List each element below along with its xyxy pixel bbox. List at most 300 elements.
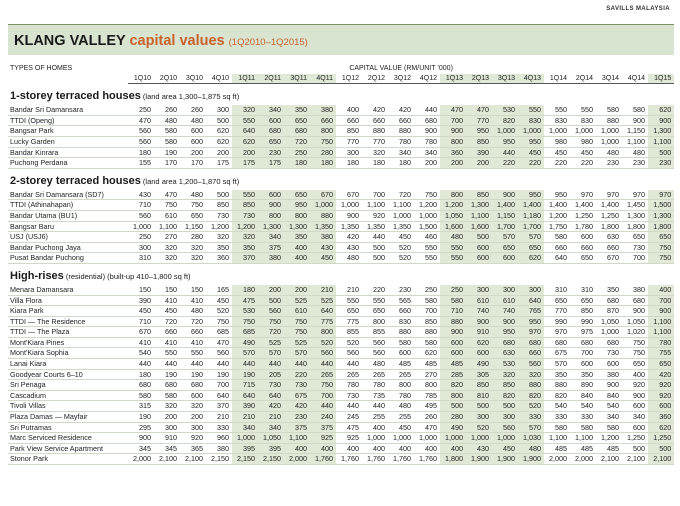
value-cell: 190 bbox=[154, 369, 180, 380]
value-cell: 1,400 bbox=[492, 200, 518, 211]
value-cell: 950 bbox=[466, 126, 492, 137]
value-cell: 820 bbox=[492, 115, 518, 126]
value-cell: 900 bbox=[622, 306, 648, 317]
value-cell: 175 bbox=[232, 158, 258, 169]
value-cell: 1,900 bbox=[518, 454, 544, 465]
value-cell: 1,300 bbox=[258, 221, 284, 232]
value-cell: 740 bbox=[466, 306, 492, 317]
value-cell: 580 bbox=[622, 105, 648, 115]
row-label: Stonor Park bbox=[8, 454, 128, 465]
value-cell: 500 bbox=[258, 295, 284, 306]
value-cell: 580 bbox=[570, 422, 596, 433]
row-label: Mont'Kiara Pines bbox=[8, 337, 128, 348]
value-cell: 450 bbox=[154, 306, 180, 317]
quarter-header: 1Q14 bbox=[544, 74, 570, 84]
value-cell: 680 bbox=[596, 337, 622, 348]
value-cell: 500 bbox=[648, 443, 674, 454]
value-cell: 220 bbox=[518, 158, 544, 169]
value-cell: 300 bbox=[336, 147, 362, 158]
value-cell: 855 bbox=[336, 327, 362, 338]
value-cell: 550 bbox=[544, 105, 570, 115]
value-cell: 920 bbox=[648, 380, 674, 391]
value-cell: 880 bbox=[440, 316, 466, 327]
value-cell: 200 bbox=[154, 412, 180, 423]
value-cell: 420 bbox=[648, 369, 674, 380]
value-cell: 1,000 bbox=[388, 433, 414, 444]
value-cell: 400 bbox=[362, 422, 388, 433]
value-cell: 340 bbox=[232, 422, 258, 433]
value-cell: 220 bbox=[492, 158, 518, 169]
value-cell: 1,760 bbox=[336, 454, 362, 465]
value-cell: 310 bbox=[128, 253, 154, 264]
value-cell: 1,150 bbox=[622, 126, 648, 137]
value-cell: 990 bbox=[570, 316, 596, 327]
value-cell: 1,900 bbox=[466, 454, 492, 465]
value-cell: 850 bbox=[336, 126, 362, 137]
value-cell: 1,100 bbox=[362, 200, 388, 211]
value-cell: 640 bbox=[544, 253, 570, 264]
value-cell: 1,800 bbox=[596, 221, 622, 232]
value-cell: 250 bbox=[128, 232, 154, 243]
value-cell: 735 bbox=[362, 390, 388, 401]
value-cell: 280 bbox=[310, 147, 336, 158]
value-cell: 540 bbox=[544, 401, 570, 412]
value-cell: 255 bbox=[362, 412, 388, 423]
value-cell: 370 bbox=[206, 401, 232, 412]
value-cell: 1,760 bbox=[362, 454, 388, 465]
value-cell: 730 bbox=[622, 242, 648, 253]
value-cell: 880 bbox=[388, 126, 414, 137]
value-cell: 1,000 bbox=[232, 433, 258, 444]
value-cell: 525 bbox=[310, 295, 336, 306]
capital-values-table bbox=[8, 64, 674, 465]
table-row bbox=[8, 433, 674, 444]
value-cell: 850 bbox=[466, 190, 492, 200]
value-cell: 560 bbox=[128, 126, 154, 137]
value-cell: 175 bbox=[258, 158, 284, 169]
value-cell: 190 bbox=[180, 369, 206, 380]
value-cell: 440 bbox=[206, 359, 232, 370]
value-cell: 920 bbox=[362, 210, 388, 221]
value-cell: 650 bbox=[570, 253, 596, 264]
value-cell: 650 bbox=[284, 115, 310, 126]
value-cell: 1,250 bbox=[622, 433, 648, 444]
value-cell: 260 bbox=[414, 412, 440, 423]
value-cell: 970 bbox=[544, 327, 570, 338]
value-cell: 660 bbox=[362, 115, 388, 126]
value-cell: 1,760 bbox=[310, 454, 336, 465]
quarter-header: 3Q12 bbox=[388, 74, 414, 84]
value-cell: 580 bbox=[414, 337, 440, 348]
value-cell: 1,700 bbox=[518, 221, 544, 232]
value-cell: 685 bbox=[232, 327, 258, 338]
value-cell: 340 bbox=[388, 147, 414, 158]
value-cell: 440 bbox=[310, 359, 336, 370]
value-cell: 300 bbox=[128, 242, 154, 253]
table-row bbox=[8, 232, 674, 243]
value-cell: 750 bbox=[622, 337, 648, 348]
row-label: TTDI (Athinahapan) bbox=[8, 200, 128, 211]
value-cell: 2,000 bbox=[544, 454, 570, 465]
value-cell: 450 bbox=[388, 232, 414, 243]
table-row bbox=[8, 412, 674, 423]
value-cell: 440 bbox=[180, 359, 206, 370]
quarter-header: 1Q15 bbox=[648, 74, 674, 84]
value-cell: 380 bbox=[310, 232, 336, 243]
value-cell: 250 bbox=[414, 285, 440, 295]
value-cell: 710 bbox=[128, 200, 154, 211]
section-title bbox=[8, 88, 674, 105]
value-cell: 680 bbox=[284, 126, 310, 137]
value-cell: 970 bbox=[570, 190, 596, 200]
value-cell: 410 bbox=[128, 337, 154, 348]
value-cell: 550 bbox=[414, 253, 440, 264]
value-cell: 680 bbox=[518, 337, 544, 348]
value-cell: 900 bbox=[622, 390, 648, 401]
value-cell: 190 bbox=[206, 369, 232, 380]
value-cell: 340 bbox=[596, 412, 622, 423]
value-cell: 410 bbox=[180, 337, 206, 348]
value-cell: 830 bbox=[388, 316, 414, 327]
row-label: Mont'Kiara Sophia bbox=[8, 348, 128, 359]
value-cell: 150 bbox=[180, 285, 206, 295]
value-cell: 660 bbox=[596, 242, 622, 253]
value-cell: 480 bbox=[362, 359, 388, 370]
row-label: TTDI — The Plaza bbox=[8, 327, 128, 338]
value-cell: 780 bbox=[414, 136, 440, 147]
value-cell: 800 bbox=[310, 126, 336, 137]
value-cell: 300 bbox=[206, 105, 232, 115]
value-cell: 950 bbox=[518, 316, 544, 327]
value-cell: 650 bbox=[492, 242, 518, 253]
value-cell: 610 bbox=[466, 295, 492, 306]
value-cell: 1,000 bbox=[440, 433, 466, 444]
value-cell: 2,000 bbox=[570, 454, 596, 465]
value-cell: 850 bbox=[492, 380, 518, 391]
value-cell: 430 bbox=[128, 190, 154, 200]
value-cell: 1,500 bbox=[648, 200, 674, 211]
value-cell: 900 bbox=[492, 316, 518, 327]
value-cell: 660 bbox=[570, 242, 596, 253]
value-cell: 270 bbox=[154, 232, 180, 243]
value-cell: 495 bbox=[414, 401, 440, 412]
value-cell: 280 bbox=[180, 232, 206, 243]
value-cell: 285 bbox=[440, 369, 466, 380]
value-cell: 580 bbox=[596, 422, 622, 433]
value-cell: 190 bbox=[232, 369, 258, 380]
value-cell: 1,050 bbox=[258, 433, 284, 444]
value-cell: 820 bbox=[492, 390, 518, 401]
value-cell: 1,300 bbox=[284, 221, 310, 232]
table-row bbox=[8, 147, 674, 158]
value-cell: 220 bbox=[284, 369, 310, 380]
value-cell: 265 bbox=[310, 369, 336, 380]
value-cell: 700 bbox=[310, 390, 336, 401]
value-cell: 1,760 bbox=[388, 454, 414, 465]
value-cell: 800 bbox=[284, 210, 310, 221]
value-cell: 550 bbox=[232, 115, 258, 126]
value-cell: 680 bbox=[258, 126, 284, 137]
value-cell: 490 bbox=[440, 422, 466, 433]
value-cell: 320 bbox=[154, 253, 180, 264]
quarter-header: 3Q11 bbox=[284, 74, 310, 84]
value-cell: 550 bbox=[232, 190, 258, 200]
value-cell: 305 bbox=[466, 369, 492, 380]
value-cell: 850 bbox=[206, 200, 232, 211]
value-cell: 900 bbox=[466, 316, 492, 327]
value-cell: 300 bbox=[518, 285, 544, 295]
quarter-header: 4Q11 bbox=[310, 74, 336, 84]
value-cell: 400 bbox=[440, 443, 466, 454]
value-cell: 240 bbox=[310, 412, 336, 423]
value-cell: 410 bbox=[180, 295, 206, 306]
value-cell: 900 bbox=[648, 306, 674, 317]
row-label: Park View Service Apartment bbox=[8, 443, 128, 454]
value-cell: 1,100 bbox=[154, 221, 180, 232]
value-cell: 650 bbox=[648, 359, 674, 370]
value-cell: 320 bbox=[232, 232, 258, 243]
value-cell: 880 bbox=[596, 115, 622, 126]
value-cell: 530 bbox=[492, 105, 518, 115]
value-cell: 925 bbox=[336, 433, 362, 444]
value-cell: 750 bbox=[414, 190, 440, 200]
value-cell: 375 bbox=[258, 242, 284, 253]
value-cell: 600 bbox=[466, 348, 492, 359]
value-cell: 950 bbox=[284, 200, 310, 211]
quarter-header: 3Q13 bbox=[492, 74, 518, 84]
value-cell: 1,000 bbox=[492, 433, 518, 444]
value-cell: 380 bbox=[206, 443, 232, 454]
value-cell: 480 bbox=[180, 115, 206, 126]
value-cell: 255 bbox=[388, 412, 414, 423]
value-cell: 520 bbox=[336, 337, 362, 348]
quarter-header: 1Q13 bbox=[440, 74, 466, 84]
value-cell: 1,000 bbox=[518, 126, 544, 137]
row-label: Menara Damansara bbox=[8, 285, 128, 295]
table-row bbox=[8, 242, 674, 253]
value-cell: 1,400 bbox=[570, 200, 596, 211]
value-cell: 380 bbox=[258, 253, 284, 264]
value-cell: 1,100 bbox=[570, 433, 596, 444]
value-cell: 900 bbox=[596, 380, 622, 391]
value-cell: 600 bbox=[466, 253, 492, 264]
value-cell: 950 bbox=[518, 136, 544, 147]
value-cell: 900 bbox=[492, 190, 518, 200]
value-cell: 280 bbox=[440, 412, 466, 423]
value-cell: 330 bbox=[570, 412, 596, 423]
value-cell: 500 bbox=[648, 147, 674, 158]
quarter-header: 3Q14 bbox=[596, 74, 622, 84]
value-cell: 700 bbox=[622, 253, 648, 264]
value-cell: 390 bbox=[128, 295, 154, 306]
value-cell: 565 bbox=[388, 295, 414, 306]
value-cell: 550 bbox=[518, 105, 544, 115]
value-cell: 200 bbox=[258, 285, 284, 295]
value-cell: 630 bbox=[492, 348, 518, 359]
value-cell: 330 bbox=[206, 422, 232, 433]
value-cell: 750 bbox=[310, 380, 336, 391]
value-cell: 400 bbox=[362, 443, 388, 454]
value-cell: 730 bbox=[206, 210, 232, 221]
value-cell: 780 bbox=[362, 380, 388, 391]
value-cell: 640 bbox=[206, 390, 232, 401]
section-heading-row bbox=[8, 173, 674, 190]
value-cell: 210 bbox=[232, 412, 258, 423]
value-cell: 650 bbox=[570, 295, 596, 306]
value-cell: 650 bbox=[648, 232, 674, 243]
value-cell: 540 bbox=[128, 348, 154, 359]
value-cell: 680 bbox=[596, 295, 622, 306]
value-cell: 900 bbox=[440, 327, 466, 338]
value-cell: 870 bbox=[596, 306, 622, 317]
value-cell: 230 bbox=[648, 158, 674, 169]
row-label: Lucky Garden bbox=[8, 136, 128, 147]
value-cell: 1,350 bbox=[310, 221, 336, 232]
value-cell: 1,900 bbox=[492, 454, 518, 465]
value-cell: 500 bbox=[440, 401, 466, 412]
value-cell: 780 bbox=[388, 136, 414, 147]
value-cell: 750 bbox=[284, 316, 310, 327]
value-cell: 670 bbox=[310, 190, 336, 200]
value-cell: 600 bbox=[596, 359, 622, 370]
row-label: Sri Penaga bbox=[8, 380, 128, 391]
quarter-header: 2Q13 bbox=[466, 74, 492, 84]
value-cell: 300 bbox=[492, 412, 518, 423]
value-cell: 2,150 bbox=[206, 454, 232, 465]
value-cell: 520 bbox=[388, 242, 414, 253]
table-row bbox=[8, 348, 674, 359]
value-cell: 675 bbox=[544, 348, 570, 359]
value-cell: 570 bbox=[232, 348, 258, 359]
value-cell: 880 bbox=[362, 126, 388, 137]
value-cell: 265 bbox=[388, 369, 414, 380]
value-cell: 850 bbox=[232, 200, 258, 211]
value-cell: 410 bbox=[154, 295, 180, 306]
value-cell: 1,000 bbox=[128, 221, 154, 232]
value-cell: 580 bbox=[154, 126, 180, 137]
value-cell: 1,000 bbox=[544, 126, 570, 137]
value-cell: 720 bbox=[258, 327, 284, 338]
value-cell: 1,200 bbox=[440, 200, 466, 211]
value-cell: 600 bbox=[492, 253, 518, 264]
value-cell: 400 bbox=[648, 285, 674, 295]
quarter-header: 4Q10 bbox=[206, 74, 232, 84]
value-cell: 800 bbox=[440, 190, 466, 200]
value-cell: 475 bbox=[336, 422, 362, 433]
value-cell: 650 bbox=[622, 232, 648, 243]
table-row bbox=[8, 126, 674, 137]
quarter-header: 4Q12 bbox=[414, 74, 440, 84]
value-cell: 730 bbox=[258, 380, 284, 391]
value-cell: 220 bbox=[570, 158, 596, 169]
value-cell: 750 bbox=[154, 200, 180, 211]
value-cell: 480 bbox=[518, 443, 544, 454]
quarter-header-row bbox=[8, 74, 674, 84]
table-row bbox=[8, 295, 674, 306]
value-cell: 1,350 bbox=[362, 221, 388, 232]
value-cell: 700 bbox=[648, 295, 674, 306]
value-cell: 1,000 bbox=[362, 433, 388, 444]
value-cell: 750 bbox=[284, 327, 310, 338]
value-cell: 480 bbox=[180, 190, 206, 200]
value-cell: 200 bbox=[206, 147, 232, 158]
row-label: Bandar Sri Damansara (SD7) bbox=[8, 190, 128, 200]
value-cell: 400 bbox=[284, 242, 310, 253]
value-cell: 850 bbox=[570, 306, 596, 317]
value-cell: 470 bbox=[466, 105, 492, 115]
value-cell: 830 bbox=[544, 115, 570, 126]
value-cell: 1,400 bbox=[544, 200, 570, 211]
value-cell: 350 bbox=[544, 369, 570, 380]
value-cell: 500 bbox=[362, 242, 388, 253]
value-cell: 650 bbox=[180, 210, 206, 221]
page-title bbox=[14, 33, 308, 49]
value-cell: 1,200 bbox=[544, 210, 570, 221]
value-cell: 550 bbox=[440, 242, 466, 253]
value-cell: 730 bbox=[336, 390, 362, 401]
value-cell: 990 bbox=[544, 316, 570, 327]
value-cell: 440 bbox=[362, 232, 388, 243]
table-row bbox=[8, 105, 674, 115]
value-cell: 750 bbox=[206, 316, 232, 327]
value-cell: 200 bbox=[180, 412, 206, 423]
value-cell: 570 bbox=[284, 348, 310, 359]
value-cell: 1,350 bbox=[388, 221, 414, 232]
value-cell: 470 bbox=[440, 105, 466, 115]
value-cell: 265 bbox=[336, 369, 362, 380]
value-cell: 780 bbox=[648, 337, 674, 348]
section-title bbox=[8, 268, 674, 285]
value-cell: 400 bbox=[284, 443, 310, 454]
value-cell: 880 bbox=[310, 210, 336, 221]
value-cell: 440 bbox=[492, 147, 518, 158]
value-cell: 230 bbox=[596, 158, 622, 169]
value-cell: 440 bbox=[128, 359, 154, 370]
value-cell: 365 bbox=[180, 443, 206, 454]
value-cell: 620 bbox=[206, 126, 232, 137]
value-cell: 800 bbox=[440, 390, 466, 401]
value-cell: 170 bbox=[180, 158, 206, 169]
value-cell: 1,780 bbox=[570, 221, 596, 232]
value-cell: 460 bbox=[414, 232, 440, 243]
value-cell: 675 bbox=[284, 390, 310, 401]
value-cell: 1,200 bbox=[206, 221, 232, 232]
value-cell: 925 bbox=[310, 433, 336, 444]
value-cell: 2,150 bbox=[258, 454, 284, 465]
value-cell: 1,100 bbox=[388, 200, 414, 211]
value-cell: 670 bbox=[336, 190, 362, 200]
value-cell: 1,150 bbox=[180, 221, 206, 232]
value-cell: 345 bbox=[128, 443, 154, 454]
value-cell: 540 bbox=[596, 401, 622, 412]
value-cell: 950 bbox=[492, 136, 518, 147]
value-cell: 580 bbox=[596, 105, 622, 115]
value-cell: 580 bbox=[128, 390, 154, 401]
value-cell: 150 bbox=[128, 285, 154, 295]
table-row bbox=[8, 190, 674, 200]
value-cell: 150 bbox=[154, 285, 180, 295]
value-cell: 530 bbox=[232, 306, 258, 317]
value-cell: 190 bbox=[128, 412, 154, 423]
value-cell: 350 bbox=[284, 232, 310, 243]
value-cell: 770 bbox=[466, 115, 492, 126]
value-cell: 300 bbox=[154, 422, 180, 433]
value-cell: 890 bbox=[570, 380, 596, 391]
value-cell: 680 bbox=[180, 380, 206, 391]
value-cell: 180 bbox=[362, 158, 388, 169]
value-cell: 180 bbox=[128, 147, 154, 158]
value-cell: 345 bbox=[154, 443, 180, 454]
